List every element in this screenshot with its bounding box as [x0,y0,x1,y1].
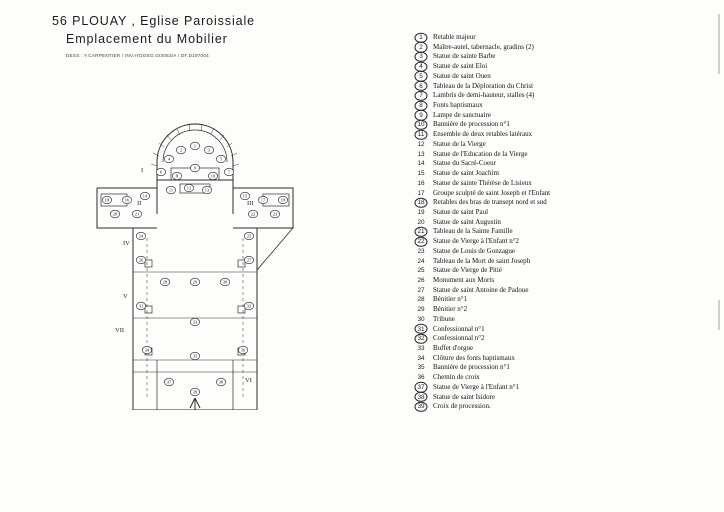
svg-text:36: 36 [240,347,246,353]
legend-number: 4 [409,62,433,71]
legend-number: 23 [417,247,425,255]
svg-text:27: 27 [246,257,252,263]
legend-item [409,101,709,111]
legend-item [409,295,709,305]
legend-label: Statue de Vierge à l'Enfant n°1 [433,382,519,391]
legend-label: Bénitier n°2 [433,305,468,314]
legend-number: 31 [409,325,433,334]
page-edge-mark [718,300,720,330]
floor-plan-svg [85,110,305,410]
legend-item [409,325,709,335]
legend-number: 16 [417,179,425,187]
legend-label: Statue de saint Eloi [433,62,488,71]
legend-label: Statue de la Vierge [433,139,486,148]
legend-label: Tableau de la Mort de saint Joseph [433,256,531,265]
svg-text:4: 4 [167,156,171,162]
legend-item [409,198,709,208]
legend-item [409,169,709,179]
legend-number: 27 [417,286,425,294]
svg-text:25: 25 [246,233,252,239]
legend-item [409,383,709,393]
legend-label: Maître-autel, tabernacle, gradins (2) [433,42,534,51]
legend-number: 6 [409,82,433,91]
legend-number: 39 [409,402,433,411]
svg-text:23: 23 [272,211,278,217]
legend-item [409,344,709,354]
legend-item [409,33,709,43]
legend-label: Confessionnal n°1 [433,324,485,333]
legend-number: 38 [409,393,433,402]
svg-text:19: 19 [280,197,286,203]
svg-text:21: 21 [134,211,140,217]
legend-number: 1 [409,33,433,42]
legend-label: Statue de saint Augustin [433,217,501,226]
room-label-VII: VII [115,327,125,334]
legend-label: Statue de saint Ouen [433,71,491,80]
legend-item [409,150,709,160]
legend-number: 7 [409,91,433,100]
svg-text:9: 9 [193,165,197,171]
svg-text:6: 6 [159,169,163,175]
legend-label: Bannière de procession n°1 [433,363,510,372]
legend-label: Confessionnal n°2 [433,334,485,343]
legend-item [409,189,709,199]
page-subtitle: Emplacement du Mobilier [66,32,228,46]
legend-label: Fonts baptismaux [433,101,483,110]
legend-number: 17 [417,189,425,197]
legend-label: Statue de Vierge à l'Enfant n°2 [433,237,519,246]
legend-number: 18 [409,198,433,207]
legend-label: Monument aux Morts [433,275,495,284]
legend-label: Retables des bras de transept nord et sud [433,198,547,207]
legend-number: 21 [409,227,433,236]
svg-text:22: 22 [250,211,256,217]
legend-number: 29 [417,306,425,314]
legend-label: Statue de saint Paul [433,207,489,216]
legend-number: 11 [409,130,433,139]
legend-label: Statue du Sacré-Coeur [433,159,496,168]
legend-label: Statue de sainte Thérèse de Lisieux [433,178,532,187]
room-label-V: V [123,293,128,300]
legend-number: 2 [409,43,433,52]
svg-text:10: 10 [210,173,216,179]
svg-text:5: 5 [219,156,223,162]
legend-item [409,227,709,237]
legend-number: 30 [417,315,425,323]
legend-label: Tableau de la Déploration du Christ [433,81,534,90]
legend-number: 22 [409,237,433,246]
svg-text:16: 16 [124,197,130,203]
legend-item [409,286,709,296]
svg-text:26: 26 [138,257,144,263]
legend-number: 3 [409,52,433,61]
svg-text:20: 20 [112,211,118,217]
room-label-III: III [247,200,254,207]
legend-number: 24 [417,257,425,265]
svg-text:3: 3 [207,147,211,153]
svg-text:18: 18 [104,197,110,203]
legend-item [409,52,709,62]
legend-item [409,393,709,403]
legend-item [409,373,709,383]
legend-item [409,111,709,121]
church-floor-plan [85,110,305,410]
legend-label: Statue de saint Antoine de Padoue [433,285,529,294]
legend-item [409,159,709,169]
legend-label: Statue de sainte Barbe [433,52,496,61]
svg-text:39: 39 [192,389,198,395]
legend-number: 25 [417,267,425,275]
svg-text:7: 7 [227,169,231,175]
legend-number: 12 [417,140,425,148]
legend-number: 32 [409,334,433,343]
legend-item [409,140,709,150]
legend-item [409,208,709,218]
room-label-IV: IV [123,240,130,247]
svg-text:29: 29 [192,279,198,285]
page-edge-mark [718,14,720,74]
legend-item [409,130,709,140]
title-block [52,14,372,58]
legend-list [409,33,709,412]
legend-item [409,266,709,276]
legend-number: 8 [409,101,433,110]
legend-label: Chemin de croix [433,373,480,382]
svg-text:17: 17 [260,197,266,203]
legend-item [409,62,709,72]
legend-number: 26 [417,276,425,284]
svg-text:24: 24 [138,233,144,239]
legend-number: 14 [417,160,425,168]
legend-number: 10 [409,120,433,129]
page-title: 56 PLOUAY , Eglise Paroissiale [52,14,256,28]
legend-label: Croix de procession. [433,402,491,411]
legend-label: Groupe sculpté de saint Joseph et l'Enfant [433,188,551,197]
legend-number: 20 [417,218,425,226]
legend-label: Statue de Louis de Gonzague [433,246,516,255]
svg-text:12: 12 [186,185,192,191]
svg-text:28: 28 [162,279,168,285]
legend-label: Statue de Vierge de Pitié [433,266,502,275]
svg-text:34: 34 [144,347,150,353]
svg-text:8: 8 [175,173,179,179]
legend-number: 36 [417,374,425,382]
svg-text:38: 38 [218,379,224,385]
legend-item [409,354,709,364]
legend-item [409,276,709,286]
legend-label: Statue de saint Joachim [433,169,499,178]
svg-text:35: 35 [192,353,198,359]
svg-text:11: 11 [168,187,174,193]
svg-text:30: 30 [222,279,228,285]
legend-item [409,334,709,344]
drawing-credit: DESS : Y.CARPENTIER / INV.H'DOSG.GI3053/A / DF.D197004 [66,53,209,58]
room-label-II: II [137,200,142,207]
legend-number: 9 [409,111,433,120]
legend-item [409,120,709,130]
room-label-VI: VI [245,377,252,384]
legend-number: 37 [409,383,433,392]
room-label-I: I [141,167,144,174]
legend-item [409,218,709,228]
svg-text:13: 13 [204,187,210,193]
svg-text:14: 14 [142,193,148,199]
svg-text:33: 33 [192,319,198,325]
legend-item [409,257,709,267]
legend-item [409,43,709,53]
svg-text:1: 1 [193,143,197,149]
legend-item [409,237,709,247]
legend-label: Lambris de demi-hauteur, stalles (4) [433,91,535,100]
svg-text:2: 2 [179,147,183,153]
legend-label: Retable majeur [433,33,476,41]
legend-number: 35 [417,364,425,372]
legend-item [409,72,709,82]
legend-label: Buffet d'orgue [433,344,474,352]
legend-number: 28 [417,296,425,304]
svg-text:15: 15 [242,193,248,199]
legend-item [409,363,709,373]
svg-text:31: 31 [138,303,144,309]
legend-label: Tableau de la Sainte Famille [433,227,513,236]
legend-item [409,402,709,412]
svg-text:32: 32 [246,303,252,309]
legend-item [409,82,709,92]
legend-label: Statue de saint Isidore [433,392,496,401]
legend-number: 33 [417,345,425,352]
legend-item [409,247,709,257]
legend-item [409,179,709,189]
legend-number: 15 [417,170,425,178]
legend-number: 13 [417,150,425,158]
legend-label: Bénitier n°1 [433,295,468,304]
legend-item [409,305,709,315]
legend-label: Bannière de procession n°1 [433,120,510,129]
legend-label: Tribune [433,314,455,323]
legend-label: Ensemble de deux retables latéraux [433,130,533,139]
legend-number: 19 [417,208,425,216]
legend-number: 5 [409,72,433,81]
legend-label: Lampe de sanctuaire [433,110,491,119]
svg-text:37: 37 [166,379,172,385]
legend-label: Statue de l'Education de la Vierge [433,149,528,158]
legend-item [409,91,709,101]
legend-number: 34 [417,354,425,362]
legend-label: Clôture des fonts baptismaux [433,353,515,362]
legend-item [409,315,709,325]
